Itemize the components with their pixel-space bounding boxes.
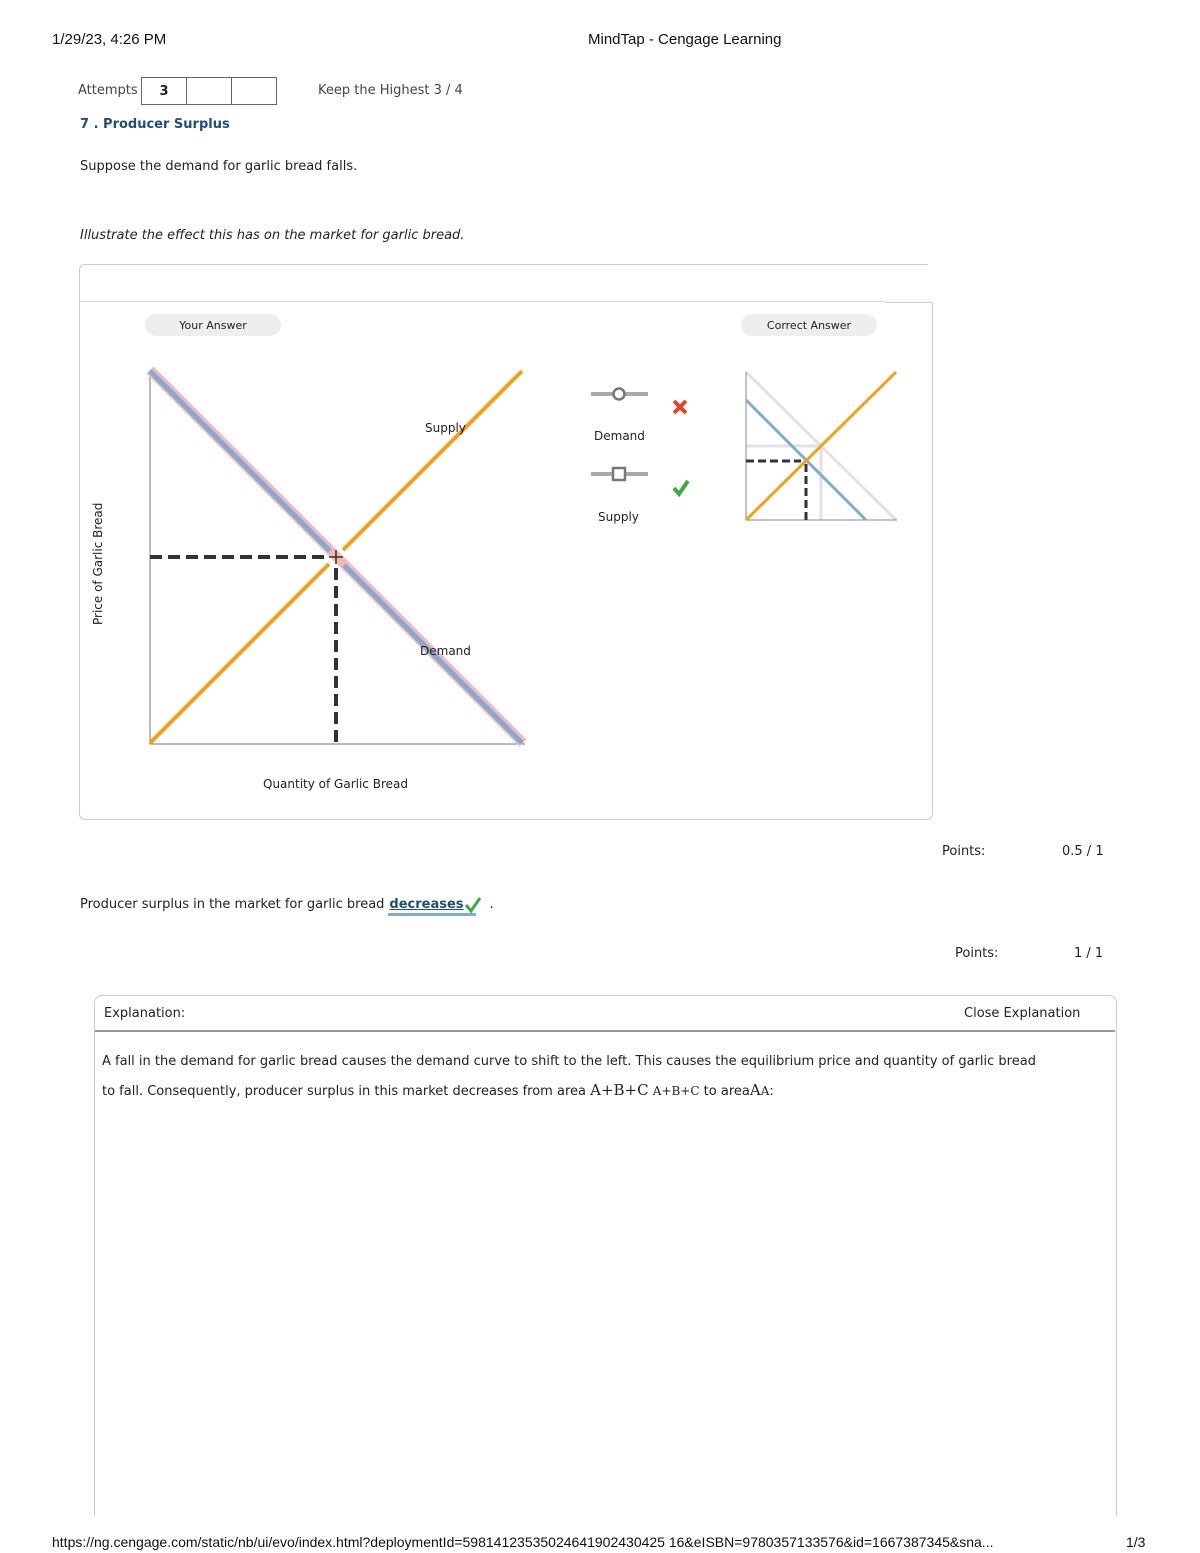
attempt-box-3 [231, 77, 277, 105]
print-datetime: 1/29/23, 4:26 PM [52, 31, 167, 48]
your-answer-tab[interactable]: Your Answer [145, 314, 281, 336]
explanation-line-1: A fall in the demand for garlic bread causes the demand curve to shift to the left. This causes the equilibrium price and quantity of garlic bread [102, 1054, 1036, 1069]
close-explanation-link[interactable]: Close Explanation [964, 1006, 1081, 1021]
curve-legend [585, 380, 695, 530]
question-instruction: Illustrate the effect this has on the market for garlic bread. [80, 228, 465, 243]
explanation-line-2: to fall. Consequently, producer surplus in this market decreases from area A+B+C A+B+C to areaAA: [102, 1081, 774, 1099]
points-label-1: Points: [942, 844, 986, 859]
x-axis-label: Quantity of Garlic Bread [263, 777, 408, 791]
answer-check-icon [464, 897, 482, 913]
attempts-boxes [141, 77, 276, 105]
demand-curve-label: Demand [420, 644, 471, 658]
legend-supply-tool[interactable] [591, 468, 648, 480]
keep-highest-text: Keep the Highest 3 / 4 [318, 83, 463, 98]
explanation-body [102, 1048, 1102, 1106]
area-to-math: A [749, 1081, 761, 1099]
area-from-small: A+B+C [652, 1084, 700, 1098]
surplus-answer-dropdown[interactable]: decreases [388, 897, 475, 916]
supply-square-icon [613, 468, 625, 480]
supply-curve-upper[interactable] [343, 371, 522, 550]
supply-curve-label: Supply [425, 421, 466, 435]
attempt-box-1: 3 [141, 77, 187, 105]
points-value-1: 0.5 / 1 [1062, 844, 1104, 859]
check-mark-icon [674, 481, 688, 494]
y-axis-label: Price of Garlic Bread [91, 502, 105, 625]
demand-curve-upper[interactable] [150, 371, 330, 551]
area-to-small: A [760, 1084, 770, 1098]
attempt-box-2 [186, 77, 232, 105]
surplus-sentence-text: Producer surplus in the market for garlic bread [80, 897, 385, 912]
supply-curve-lower[interactable] [150, 564, 329, 743]
your-answer-graph[interactable] [80, 340, 560, 810]
correct-answer-graph [735, 360, 910, 535]
area-from-math: A+B+C [590, 1081, 649, 1099]
surplus-sentence-end: . [489, 897, 494, 912]
demand-circle-icon [614, 389, 625, 400]
print-page-title: MindTap - Cengage Learning [588, 31, 782, 48]
attempts-label: Attempts [78, 83, 138, 98]
legend-supply-label: Supply [598, 510, 639, 524]
correct-answer-tab[interactable]: Correct Answer [741, 314, 877, 336]
explanation-heading: Explanation: [104, 1006, 186, 1021]
legend-demand-tool[interactable] [591, 389, 648, 400]
question-prompt: Suppose the demand for garlic bread falls. [80, 159, 358, 174]
graph-panel-toolbar [79, 264, 928, 303]
print-url: https://ng.cengage.com/static/nb/ui/evo/index.html?deploymentId=59814123535024641902430425 16&eISBN=9780357133576&id=1667387345&sna... [52, 1534, 994, 1550]
legend-demand-label: Demand [594, 429, 645, 443]
print-page-number: 1/3 [1126, 1534, 1146, 1550]
question-title: 7 . Producer Surplus [80, 117, 230, 132]
points-value-2: 1 / 1 [1074, 946, 1104, 961]
x-mark-icon [674, 401, 686, 413]
explanation-header [95, 996, 1115, 1032]
graph-panel-edge [886, 302, 931, 303]
surplus-sentence [80, 897, 494, 916]
points-label-2: Points: [955, 946, 999, 961]
